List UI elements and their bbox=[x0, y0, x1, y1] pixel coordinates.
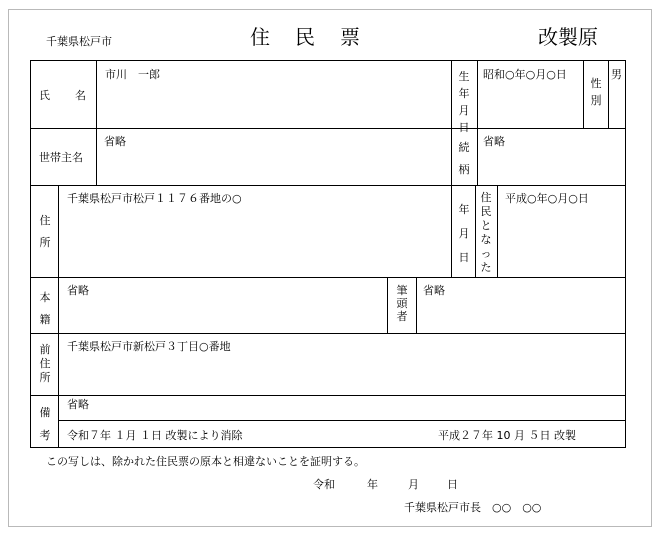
domicile-label bbox=[38, 287, 52, 331]
previous-address-label bbox=[38, 343, 52, 385]
label-char: 日 bbox=[458, 251, 470, 264]
label-char: 本 bbox=[39, 291, 51, 304]
header-city: 千葉県松戸市 bbox=[46, 35, 112, 48]
label-char: 年 bbox=[458, 203, 470, 216]
label-char: 続 bbox=[458, 141, 470, 154]
label-char: っ bbox=[480, 247, 492, 260]
label-char: 所 bbox=[39, 371, 51, 384]
domicile-value: 省略 bbox=[67, 284, 89, 297]
resident-date-label bbox=[457, 198, 471, 270]
remarks-value: 省略 bbox=[67, 398, 89, 411]
family-head-label bbox=[395, 284, 409, 323]
sex-value: 男 bbox=[611, 68, 622, 81]
title-char: 民 bbox=[295, 25, 315, 49]
label-char: 筆 bbox=[396, 284, 408, 297]
label-char: 住 bbox=[480, 191, 492, 204]
label-char: 性 bbox=[590, 77, 602, 90]
label-char: と bbox=[480, 219, 492, 232]
sex-label bbox=[589, 75, 603, 109]
label-char: 日 bbox=[458, 121, 470, 134]
label-char: 住 bbox=[39, 214, 51, 227]
remarks-label bbox=[38, 401, 52, 447]
name-label-char: 名 bbox=[75, 89, 86, 102]
label-char: 前 bbox=[39, 343, 51, 356]
birthdate-value: 昭和○年○月○日 bbox=[483, 68, 567, 81]
label-char: 柄 bbox=[458, 163, 470, 176]
page-frame bbox=[8, 9, 652, 527]
family-head-value: 省略 bbox=[423, 284, 445, 297]
label-char: 籍 bbox=[39, 313, 51, 326]
previous-address-value: 千葉県松戸市新松戸３丁目○番地 bbox=[67, 340, 231, 353]
date-day: 日 bbox=[447, 478, 458, 491]
title-char: 票 bbox=[340, 25, 360, 49]
label-char: 者 bbox=[396, 310, 408, 323]
label-char: 生 bbox=[458, 70, 470, 83]
address-label bbox=[38, 210, 52, 254]
label-char: 所 bbox=[39, 236, 51, 249]
title-char: 住 bbox=[250, 25, 270, 49]
label-char: 月 bbox=[458, 104, 470, 117]
label-char: 月 bbox=[458, 227, 470, 240]
label-char: 備 bbox=[39, 406, 51, 419]
label-char: 民 bbox=[480, 205, 492, 218]
page-title bbox=[250, 25, 385, 49]
became-resident-label bbox=[478, 191, 494, 275]
name-label-char: 氏 bbox=[39, 89, 50, 102]
deletion-note: 令和７年 １月 １日 改製により消除 bbox=[67, 429, 243, 442]
certification-text: この写しは、除かれた住民票の原本と相違ないことを証明する。 bbox=[46, 455, 365, 468]
label-char: な bbox=[480, 233, 492, 246]
address-value: 千葉県松戸市松戸１１７６番地の○ bbox=[67, 192, 242, 205]
relation-label bbox=[457, 137, 471, 181]
label-char: 住 bbox=[39, 357, 51, 370]
date-era: 令和 bbox=[313, 478, 335, 491]
revision-note: 平成２７年 10 月 ５日 改製 bbox=[438, 429, 576, 442]
date-year: 年 bbox=[367, 478, 378, 491]
label-char: 頭 bbox=[396, 297, 408, 310]
date-month: 月 bbox=[408, 478, 419, 491]
label-char: 考 bbox=[39, 429, 51, 442]
birthdate-label bbox=[457, 68, 471, 136]
householder-label: 世帯主名 bbox=[39, 151, 83, 164]
label-char: 別 bbox=[590, 94, 602, 107]
issuer: 千葉県松戸市長 ○○ ○○ bbox=[404, 501, 542, 514]
householder-value: 省略 bbox=[104, 135, 126, 148]
label-char: た bbox=[480, 261, 492, 274]
name-value: 市川 一郎 bbox=[105, 68, 160, 81]
revision-label: 改製原 bbox=[538, 25, 598, 49]
label-char: 年 bbox=[458, 87, 470, 100]
resident-date-value: 平成○年○月○日 bbox=[505, 192, 589, 205]
relation-value: 省略 bbox=[483, 135, 505, 148]
